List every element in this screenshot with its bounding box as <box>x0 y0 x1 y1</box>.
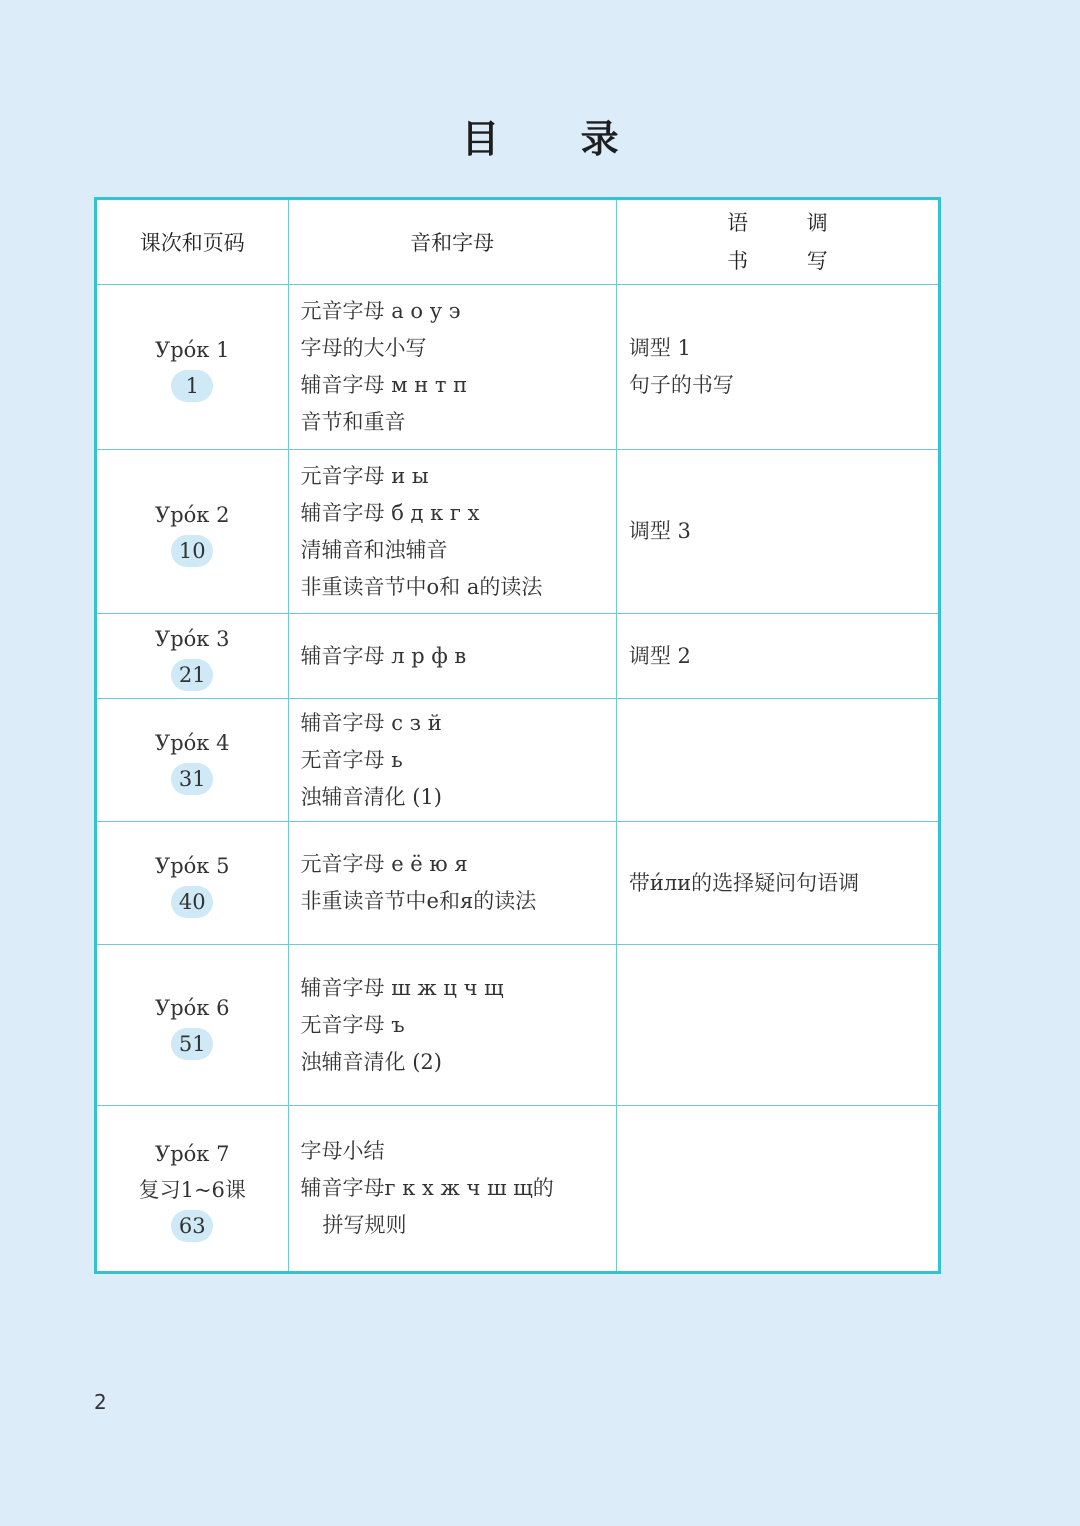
sounds-line: 字母小结 <box>300 1139 385 1163</box>
intonation-line: 调型 1 <box>628 336 691 360</box>
lesson-label: Уро́к 4 <box>155 731 230 755</box>
sounds-line: 元音字母 а о у э <box>300 299 461 323</box>
page-badge[interactable]: 1 <box>171 370 213 402</box>
page-badge[interactable]: 21 <box>171 659 213 691</box>
lesson-cell <box>96 822 289 945</box>
sounds-line: 清辅音和浊辅音 <box>300 537 448 562</box>
sounds-line: 辅音字母 б д к г х <box>300 500 480 525</box>
sounds-cell <box>288 614 616 699</box>
intonation-cell <box>616 614 939 699</box>
table-row <box>96 614 940 699</box>
sounds-line: 非重读音节中е和я的读法 <box>300 889 537 913</box>
header-intonation <box>616 199 939 285</box>
page-badge[interactable]: 31 <box>171 763 213 795</box>
intonation-cell <box>616 285 939 450</box>
lesson-label: Уро́к 2 <box>155 502 230 527</box>
sounds-line: 无音字母 ь <box>300 747 403 772</box>
lesson-cell <box>96 285 289 450</box>
sounds-line: 辅音字母 л р ф в <box>300 643 467 668</box>
page-badge[interactable]: 63 <box>171 1210 213 1242</box>
sounds-line: 元音字母 и ы <box>300 463 429 488</box>
lesson-cell <box>96 945 289 1106</box>
page-title: 目 录 <box>461 117 653 161</box>
sounds-cell <box>288 699 616 822</box>
sounds-line: 辅音字母 с з й <box>300 710 442 735</box>
sounds-cell <box>288 285 616 450</box>
table-row <box>96 285 940 450</box>
lesson-cell <box>96 450 289 614</box>
header-lesson: 课次和页码 <box>96 199 289 285</box>
lesson-label: Уро́к 7 <box>155 1141 230 1166</box>
sounds-line: 字母的大小写 <box>300 336 427 360</box>
lesson-review-label: 复习1~6课 <box>138 1177 246 1202</box>
sounds-line: 非重读音节中о和 а的读法 <box>300 574 543 599</box>
sounds-line: 浊辅音清化 (2) <box>300 1049 442 1074</box>
page-badge[interactable]: 40 <box>171 886 213 918</box>
page-number: 2 <box>94 1390 107 1414</box>
table-row <box>96 822 940 945</box>
lesson-label: Уро́к 3 <box>155 627 230 651</box>
table-row <box>96 450 940 614</box>
intonation-cell <box>616 822 939 945</box>
lesson-label: Уро́к 1 <box>155 338 230 362</box>
sounds-line: 元音字母 е ё ю я <box>300 852 468 876</box>
toc-table <box>94 197 941 1274</box>
table-header-row <box>96 199 940 285</box>
page-badge[interactable]: 10 <box>171 535 213 567</box>
intonation-cell <box>616 945 939 1106</box>
lesson-cell <box>96 699 289 822</box>
sounds-line: 无音字母 ъ <box>300 1012 405 1037</box>
sounds-cell <box>288 450 616 614</box>
lesson-label: Уро́к 6 <box>155 996 230 1020</box>
table-row <box>96 1106 940 1273</box>
intonation-cell <box>616 699 939 822</box>
intonation-line: 句子的书写 <box>628 373 734 397</box>
sounds-cell <box>288 945 616 1106</box>
page-badge[interactable]: 51 <box>171 1028 213 1060</box>
intonation-line: 调型 2 <box>628 643 691 668</box>
sounds-cell <box>288 822 616 945</box>
lesson-cell <box>96 614 289 699</box>
header-intonation-line1: 语 调 <box>727 211 854 235</box>
table-row <box>96 945 940 1106</box>
intonation-line: 带и́ли的选择疑问句语调 <box>628 870 860 895</box>
table-row <box>96 699 940 822</box>
sounds-line: 浊辅音清化 (1) <box>300 784 442 809</box>
sounds-line: 拼写规则 <box>322 1213 407 1237</box>
header-sounds: 音和字母 <box>288 199 616 285</box>
sounds-line: 音节和重音 <box>300 410 406 434</box>
intonation-line: 调型 3 <box>628 519 691 543</box>
sounds-cell <box>288 1106 616 1273</box>
intonation-cell <box>616 450 939 614</box>
sounds-line: 辅音字母 м н т п <box>300 373 468 397</box>
header-intonation-line2: 书 写 <box>727 249 854 273</box>
lesson-cell <box>96 1106 289 1273</box>
lesson-label: Уро́к 5 <box>155 854 230 878</box>
sounds-line: 辅音字母 ш ж ц ч щ <box>300 975 504 1000</box>
intonation-cell <box>616 1106 939 1273</box>
sounds-line: 辅音字母г к х ж ч ш щ的 <box>300 1176 554 1200</box>
